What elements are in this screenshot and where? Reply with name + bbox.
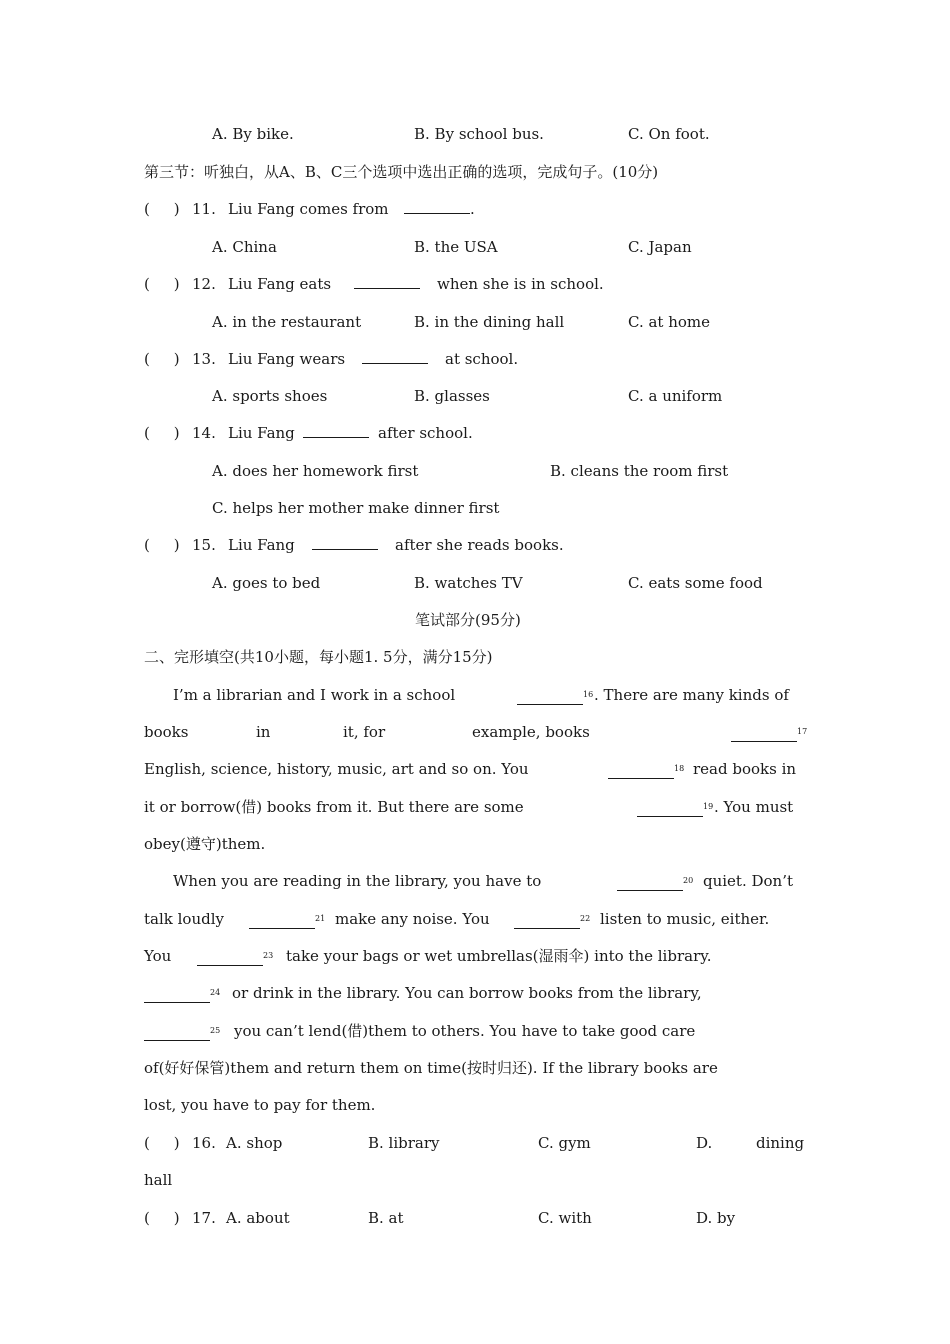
option-d-label: D. — [696, 1134, 713, 1152]
option-a: A. shop — [226, 1134, 283, 1152]
passage-line-7: talk loudly $^{21}$ make any noise. You $^{22}$ listen to music, either. — [0, 907, 950, 931]
passage-line-5: obey(遵守)them. — [144, 835, 266, 853]
question-text-end: when she is in school. — [437, 275, 604, 293]
answer-bracket: ( ) — [144, 424, 180, 442]
option-a: A. China — [212, 238, 277, 256]
question-number: 12. — [192, 275, 216, 293]
question-text: Liu Fang eats — [228, 275, 332, 293]
question-text-end: after she reads books. — [395, 536, 564, 554]
question-text-end: after school. — [378, 424, 473, 442]
option-c: C. gym — [538, 1134, 591, 1152]
option-a: A. does her homework first — [212, 462, 419, 480]
option-b: B. in the dining hall — [414, 313, 565, 331]
blank-23: 23 — [197, 944, 273, 973]
question-number: 17. — [192, 1209, 216, 1227]
question-16 — [0, 1131, 950, 1155]
answer-blank — [362, 347, 428, 371]
passage-line-11: of(好好保管)them and return them on time(按时归还). If the library books are — [144, 1059, 718, 1077]
passage-line-2: books in it, for example, books $^{17}$ — [0, 720, 950, 744]
option-b: B. cleans the room first — [550, 462, 729, 480]
option-c: C. Japan — [628, 238, 692, 256]
question-16-wrap: hall — [144, 1171, 173, 1189]
written-part-heading: 笔试部分(95分) — [415, 611, 521, 629]
blank-18: 18 — [608, 757, 684, 786]
blank-22: 22 — [514, 907, 590, 936]
option-a: A. goes to bed — [212, 574, 321, 592]
answer-blank — [354, 272, 420, 296]
q14-options-row-1 — [0, 459, 950, 483]
question-15 — [0, 533, 950, 557]
question-11 — [0, 197, 950, 221]
question-number: 15. — [192, 536, 216, 554]
blank-25: 25 — [144, 1019, 220, 1048]
option-a: A. sports shoes — [212, 387, 328, 405]
q12-options-row — [0, 310, 950, 334]
passage-line-8: You $^{23}$ take your bags or wet umbrellas(湿雨伞) into the library. — [0, 944, 950, 968]
passage-line-3: English, science, history, music, art and so on. You $^{18}$ read books in — [0, 757, 950, 781]
option-c: C. helps her mother make dinner first — [212, 499, 500, 517]
section3-heading: 第三节：听独白，从A、B、C三个选项中选出正确的选项，完成句子。(10分) — [144, 163, 659, 181]
option-a: A. in the restaurant — [212, 313, 362, 331]
blank-24: 24 — [144, 981, 220, 1010]
cloze-heading: 二、完形填空(共10小题，每小题1. 5分，满分15分) — [144, 648, 493, 666]
question-number: 16. — [192, 1134, 216, 1152]
option-b: B. library — [368, 1134, 440, 1152]
question-text: Liu Fang — [228, 536, 295, 554]
answer-bracket: ( ) — [144, 275, 180, 293]
question-text-end: at school. — [445, 350, 519, 368]
option-d: D. by — [696, 1209, 736, 1227]
passage-line-1: I’m a librarian and I work in a school $^{16}$ . There are many kinds of — [0, 683, 950, 707]
blank-21: 21 — [249, 907, 325, 936]
answer-bracket: ( ) — [144, 1209, 180, 1227]
option-b: B. the USA — [414, 238, 498, 256]
option-c: C. On foot. — [628, 125, 710, 143]
q10-options-row — [0, 122, 950, 146]
option-c: C. eats some food — [628, 574, 763, 592]
q15-options-row — [0, 571, 950, 595]
q14-options-row-2 — [0, 496, 950, 520]
answer-blank — [404, 197, 470, 221]
answer-bracket: ( ) — [144, 1134, 180, 1152]
option-d-text: dining — [756, 1134, 805, 1152]
option-c: C. with — [538, 1209, 592, 1227]
answer-bracket: ( ) — [144, 350, 180, 368]
question-number: 14. — [192, 424, 216, 442]
answer-blank — [303, 421, 369, 445]
passage-line-10: $^{25}$ you can’t lend(借)them to others. You have to take good care — [0, 1019, 950, 1043]
question-17 — [0, 1206, 950, 1230]
blank-20: 20 — [617, 869, 693, 898]
option-b: B. glasses — [414, 387, 490, 405]
question-13 — [0, 347, 950, 371]
passage-line-9: $^{24}$ or drink in the library. You can borrow books from the library, — [0, 981, 950, 1005]
question-text: Liu Fang — [228, 424, 295, 442]
question-text: Liu Fang wears — [228, 350, 346, 368]
option-b: B. By school bus. — [414, 125, 544, 143]
option-b: B. at — [368, 1209, 404, 1227]
answer-blank — [312, 533, 378, 557]
question-text: Liu Fang comes from — [228, 200, 389, 218]
question-text-end: . — [470, 200, 475, 218]
passage-line-4: it or borrow(借) books from it. But there are some $^{19}$ . You must — [0, 795, 950, 819]
answer-bracket: ( ) — [144, 536, 180, 554]
option-a: A. By bike. — [212, 125, 294, 143]
passage-line-12: lost, you have to pay for them. — [144, 1096, 376, 1114]
q11-options-row — [0, 235, 950, 259]
question-12 — [0, 272, 950, 296]
question-number: 11. — [192, 200, 216, 218]
passage-line-6: When you are reading in the library, you have to $^{20}$ quiet. Don’t — [0, 869, 950, 893]
blank-19: 19 — [637, 795, 713, 824]
question-number: 13. — [192, 350, 216, 368]
q13-options-row — [0, 384, 950, 408]
option-a: A. about — [226, 1209, 290, 1227]
answer-bracket: ( ) — [144, 200, 180, 218]
option-c: C. a uniform — [628, 387, 723, 405]
blank-17: 17 — [731, 720, 807, 749]
option-b: B. watches TV — [414, 574, 523, 592]
question-14 — [0, 421, 950, 445]
option-c: C. at home — [628, 313, 711, 331]
blank-16: 16 — [517, 683, 593, 712]
